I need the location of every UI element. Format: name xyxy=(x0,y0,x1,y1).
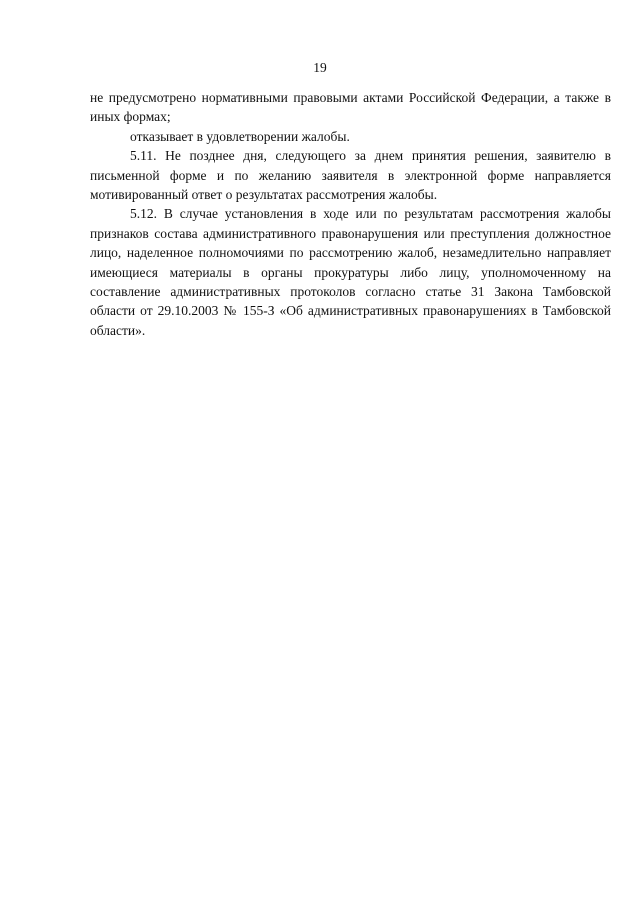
paragraph-5-12: 5.12. В случае установления в ходе или по результатам рассмотрения жалобы признаков состава административного правонарушения или преступления должностное лицо, наделенное полномочиями по рассмотрению жалоб, незамедлительно направляет имеющиеся материалы в органы прокуратуры либо лицу, уполномоченному на составление административных протоколов согласно статье 31 Закона Тамбовской области от 29.10.2003 № 155-З «Об административных правонарушениях в Тамбовской области». xyxy=(90,206,611,338)
page-number: 19 xyxy=(313,60,327,75)
paragraph-5-11: 5.11. Не позднее дня, следующего за днем принятия решения, заявителю в письменной форме и по желанию заявителя в электронной форме направляется мотивированный ответ о результатах рассмотрения жалобы. xyxy=(90,148,611,203)
paragraph-continuation: не предусмотрено нормативными правовыми актами Российской Федерации, а также в иных формах; xyxy=(90,90,611,125)
document-body xyxy=(90,88,611,340)
paragraph-refusal: отказывает в удовлетворении жалобы. xyxy=(130,128,350,144)
